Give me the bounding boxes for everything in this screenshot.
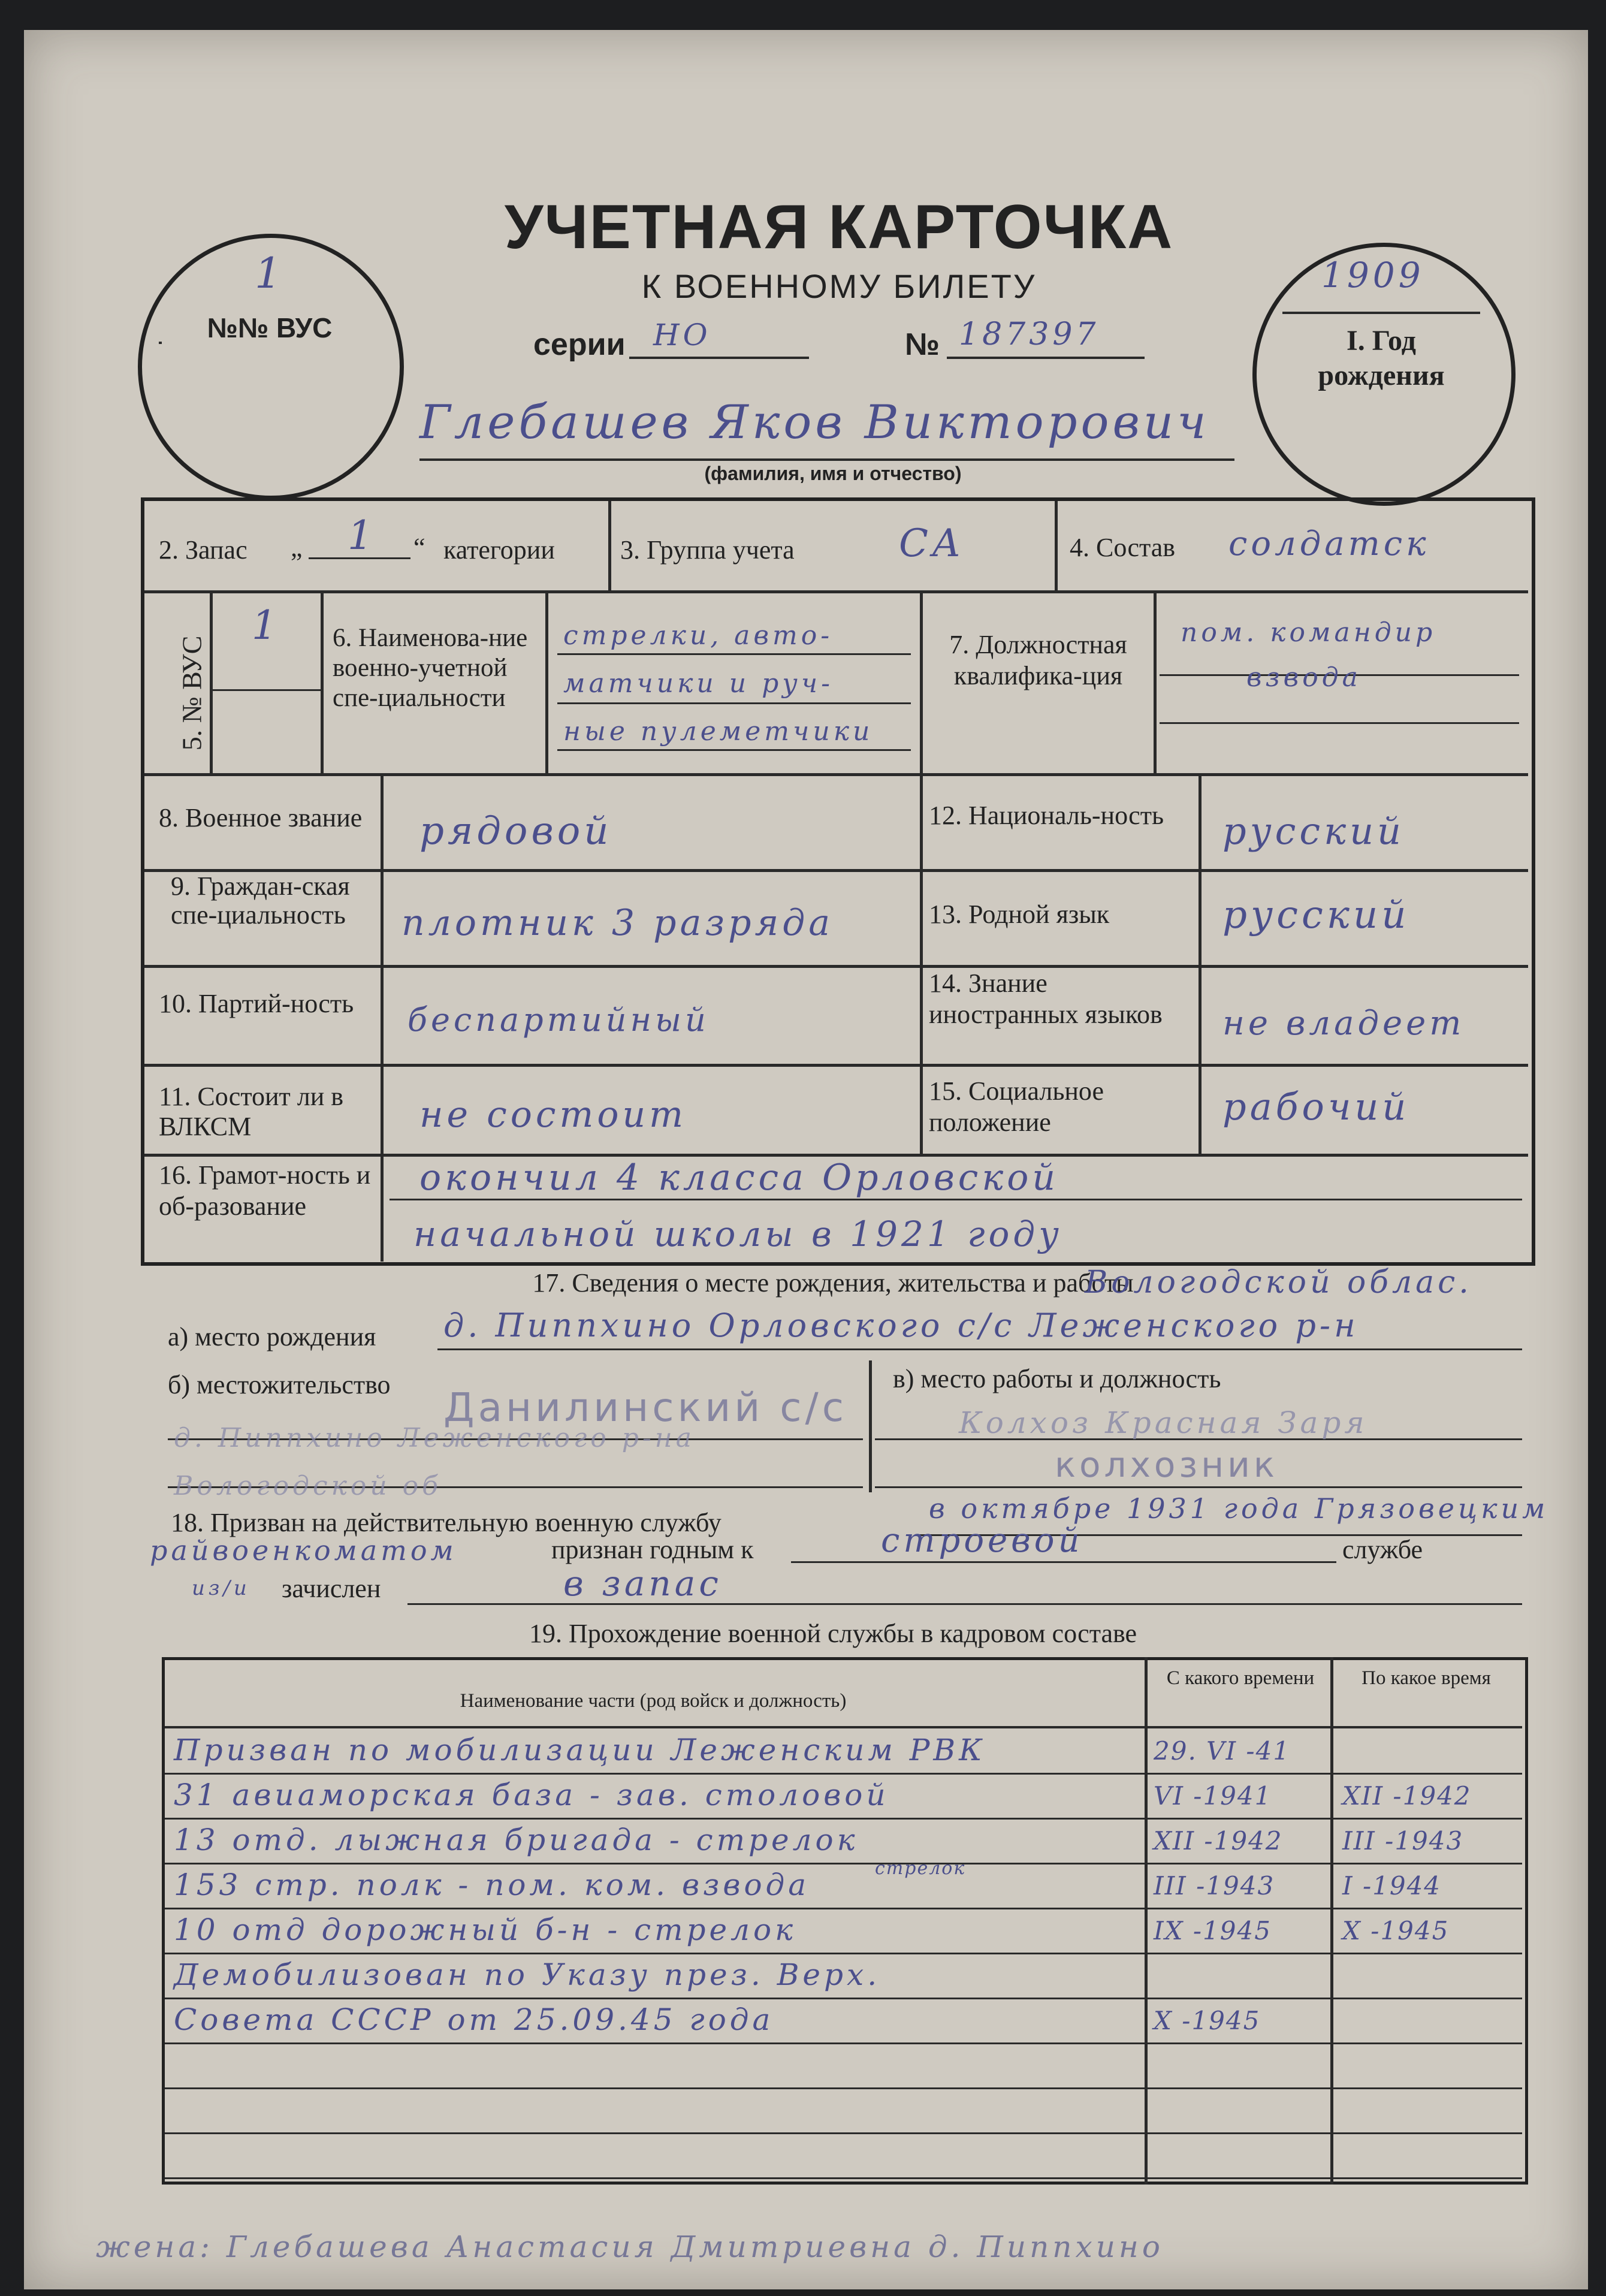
gruppa-label: 3. Группа учета [620,535,795,565]
row18-godnym-label: признан годным к [551,1535,754,1564]
rule [144,1064,1528,1067]
zapas-quote-open: „ [291,533,303,562]
service-col-unit: Наименование части (род войск и должность) [460,1690,847,1712]
field-10-value: беспартийный [407,1001,710,1039]
field-15-label: 15. Социальное положение [929,1076,1104,1137]
service-col-from: С какого времени [1166,1667,1315,1689]
zapas-label: 2. Запас [159,535,247,565]
sostav-value: солдатск [1228,524,1430,563]
rule [437,1348,1522,1350]
birth-c-value-1: Колхоз Красная Заря [959,1405,1368,1440]
full-name-caption: (фамилия, имя и отчество) [704,463,962,484]
rule [920,593,923,773]
service-row-unit: Призван по мобилизации Леженским РВК [174,1733,986,1767]
field-15-value: рабочий [1222,1085,1410,1129]
spec-line-2: матчики и руч- [563,668,834,699]
field-14-label: 14. Знание иностранных языков [929,969,1163,1029]
row18-left-note: райвоенкоматом [150,1534,457,1567]
service-row-unit: Демобилизован по Указу през. Верх. [174,1957,881,1992]
year-circle-line [1282,312,1480,314]
zapas-value: 1 [348,512,376,559]
birth-a-value-2: Вологодской облас. [1085,1265,1472,1301]
service-row-unit: 13 отд. лыжная бригада - стрелок [174,1823,859,1857]
birth-b-value: д. Пиппхино Леженского р-на Вологодской об [174,1423,696,1501]
number-underline [947,357,1145,359]
dolzh-line-1: пом. командир [1181,617,1436,648]
service-row-rule [165,1953,1522,1954]
row18-zachislen-value: в запас [563,1563,722,1604]
series-label: серии [533,327,626,362]
rule [791,1561,1336,1563]
rule [869,1360,872,1492]
rule [557,702,911,704]
sostav-label: 4. Состав [1070,533,1176,562]
service-row-from: 29. VI -41 [1154,1736,1291,1766]
service-row-unit: 153 стр. полк - пом. ком. взвода [174,1867,810,1902]
field-14-value: не владеет [1222,1004,1465,1043]
row18-godnym-value: строевой [881,1521,1083,1560]
year-circle-label: I. Год рождения [1318,325,1445,391]
vus5-value: 1 [252,602,280,648]
rule [545,593,548,773]
service-col-to: По какое время [1362,1667,1491,1689]
service-row-from: XII -1942 [1154,1826,1283,1855]
field-12-value: русский [1222,809,1405,853]
rule [144,590,1528,593]
kategorii-label: категории [443,535,555,565]
birth-c-value-2: колхозник [1055,1444,1278,1485]
row18-sluzhbe: службе [1342,1535,1423,1564]
field-10-label: 10. Партий-ность [159,989,354,1018]
card-subtitle: К ВОЕННОМУ БИЛЕТУ [641,267,1037,305]
service-row-to: I -1944 [1342,1871,1442,1900]
rule [381,776,384,1262]
service-row-rule [165,1818,1522,1820]
service-row-rule [165,1773,1522,1775]
dolzh-line-2: взвода [1246,662,1362,693]
rule [1154,593,1157,773]
card-title: УЧЕТНАЯ КАРТОЧКА [504,192,1174,262]
full-name-underline [419,458,1234,461]
document-card [24,30,1588,2289]
field-11-value: не состоит [419,1094,687,1136]
full-name-value: Глебашев Яков Викторович [419,396,1210,449]
education-line-1: окончил 4 класса Орловской [419,1157,1059,1199]
service-row-rule [165,2132,1522,2134]
birth-c-label: в) место работы и должность [893,1364,1221,1393]
service-row-from: X -1945 [1154,2006,1261,2035]
service-row-from: IX -1945 [1154,1916,1272,1945]
rule [144,965,1528,968]
number-value: 187397 [959,316,1100,352]
rule [875,1486,1522,1488]
vus-circle-label: №№ ВУС [162,312,378,344]
rule [557,653,911,655]
birth-a-label: а) место рождения [168,1322,376,1351]
field-13-label: 13. Родной язык [929,900,1110,929]
series-value: НО [653,318,711,352]
service-title: 19. Прохождение военной службы в кадровом составе [529,1619,1137,1648]
gruppa-value: СА [899,521,965,566]
service-row-from: VI -1941 [1154,1781,1272,1811]
field-9-label: 9. Граждан-ская спе-циальность [171,871,350,930]
service-row-unit: 10 отд дорожный б-н - стрелок [174,1912,796,1947]
field-8-value: рядовой [419,809,612,853]
series-underline [629,357,809,359]
education-line-2: начальной школы в 1921 году [413,1214,1062,1254]
field-11-label: 11. Состоит ли в ВЛКСМ [159,1082,344,1141]
service-row-from: III -1943 [1154,1871,1275,1900]
field-12-label: 12. Националь-ность [929,801,1164,830]
rule [1199,776,1202,1154]
spec-line-3: ные пулеметчики [563,716,874,747]
rule [608,501,611,590]
row18-value: в октябре 1931 года Грязовецким [929,1492,1549,1525]
year-circle-value: 1909 [1321,255,1424,295]
service-correction: стрелок [875,1858,966,1879]
row18-zachislen-prefix: из/и [192,1576,250,1600]
vus-circle-value: 1 [255,249,285,298]
rule [920,776,923,1154]
service-row-rule [165,1908,1522,1909]
zapas-quote-close: “ [413,533,425,562]
number-label: № [905,327,940,362]
rule [1055,501,1058,590]
service-row-rule [165,1998,1522,1999]
bottom-note: жена: Глебашева Анастасия Дмитриевна д. Пиппхино [96,2229,1164,2264]
service-row-rule [165,1863,1522,1864]
field-13-value: русский [1222,893,1410,937]
field-8-label: 8. Военное звание [159,803,363,832]
education-label: 16. Грамот-ность и об-разование [159,1160,371,1221]
rule [321,593,324,773]
rule [1145,1657,1148,2185]
service-row-to: X -1945 [1342,1916,1450,1945]
rule [210,593,213,773]
service-row-unit: Совета СССР от 25.09.45 года [174,2002,774,2037]
rule [1330,1657,1333,2185]
service-row-rule [165,2087,1522,2089]
rule [390,1199,1522,1200]
service-row-rule [165,2177,1522,2179]
field-9-value: плотник 3 разряда [402,902,834,944]
rule [144,773,1528,776]
service-row-unit: 31 авиаморская база - зав. столовой [174,1778,889,1812]
rule [165,1726,1522,1728]
rule [213,689,321,691]
birth-section-title: 17. Сведения о месте рождения, жительства и работы [532,1268,1134,1298]
birth-b-label: б) местожительство [168,1370,391,1399]
vus5-label: 5. № ВУС [176,635,207,751]
row18-label: 18. Призван на действительную военную службу [171,1508,722,1537]
birth-a-value: д. Пиппхино Орловского с/с Леженского р-н [443,1307,1359,1344]
service-row-to: III -1943 [1342,1826,1464,1855]
spec-line-1: стрелки, авто- [563,620,834,651]
service-row-to: XII -1942 [1342,1781,1472,1811]
rule [1160,722,1519,724]
dolzh-label: 7. Должностная квалифика-ция [949,630,1127,690]
service-row-rule [165,2042,1522,2044]
rule [557,749,911,751]
row18-zachislen-label: зачислен [282,1574,381,1603]
spec-label: 6. Наименова-ние военно-учетной спе-циальности [333,624,528,712]
birth-b-stamp: Данилинский с/с [443,1384,848,1431]
